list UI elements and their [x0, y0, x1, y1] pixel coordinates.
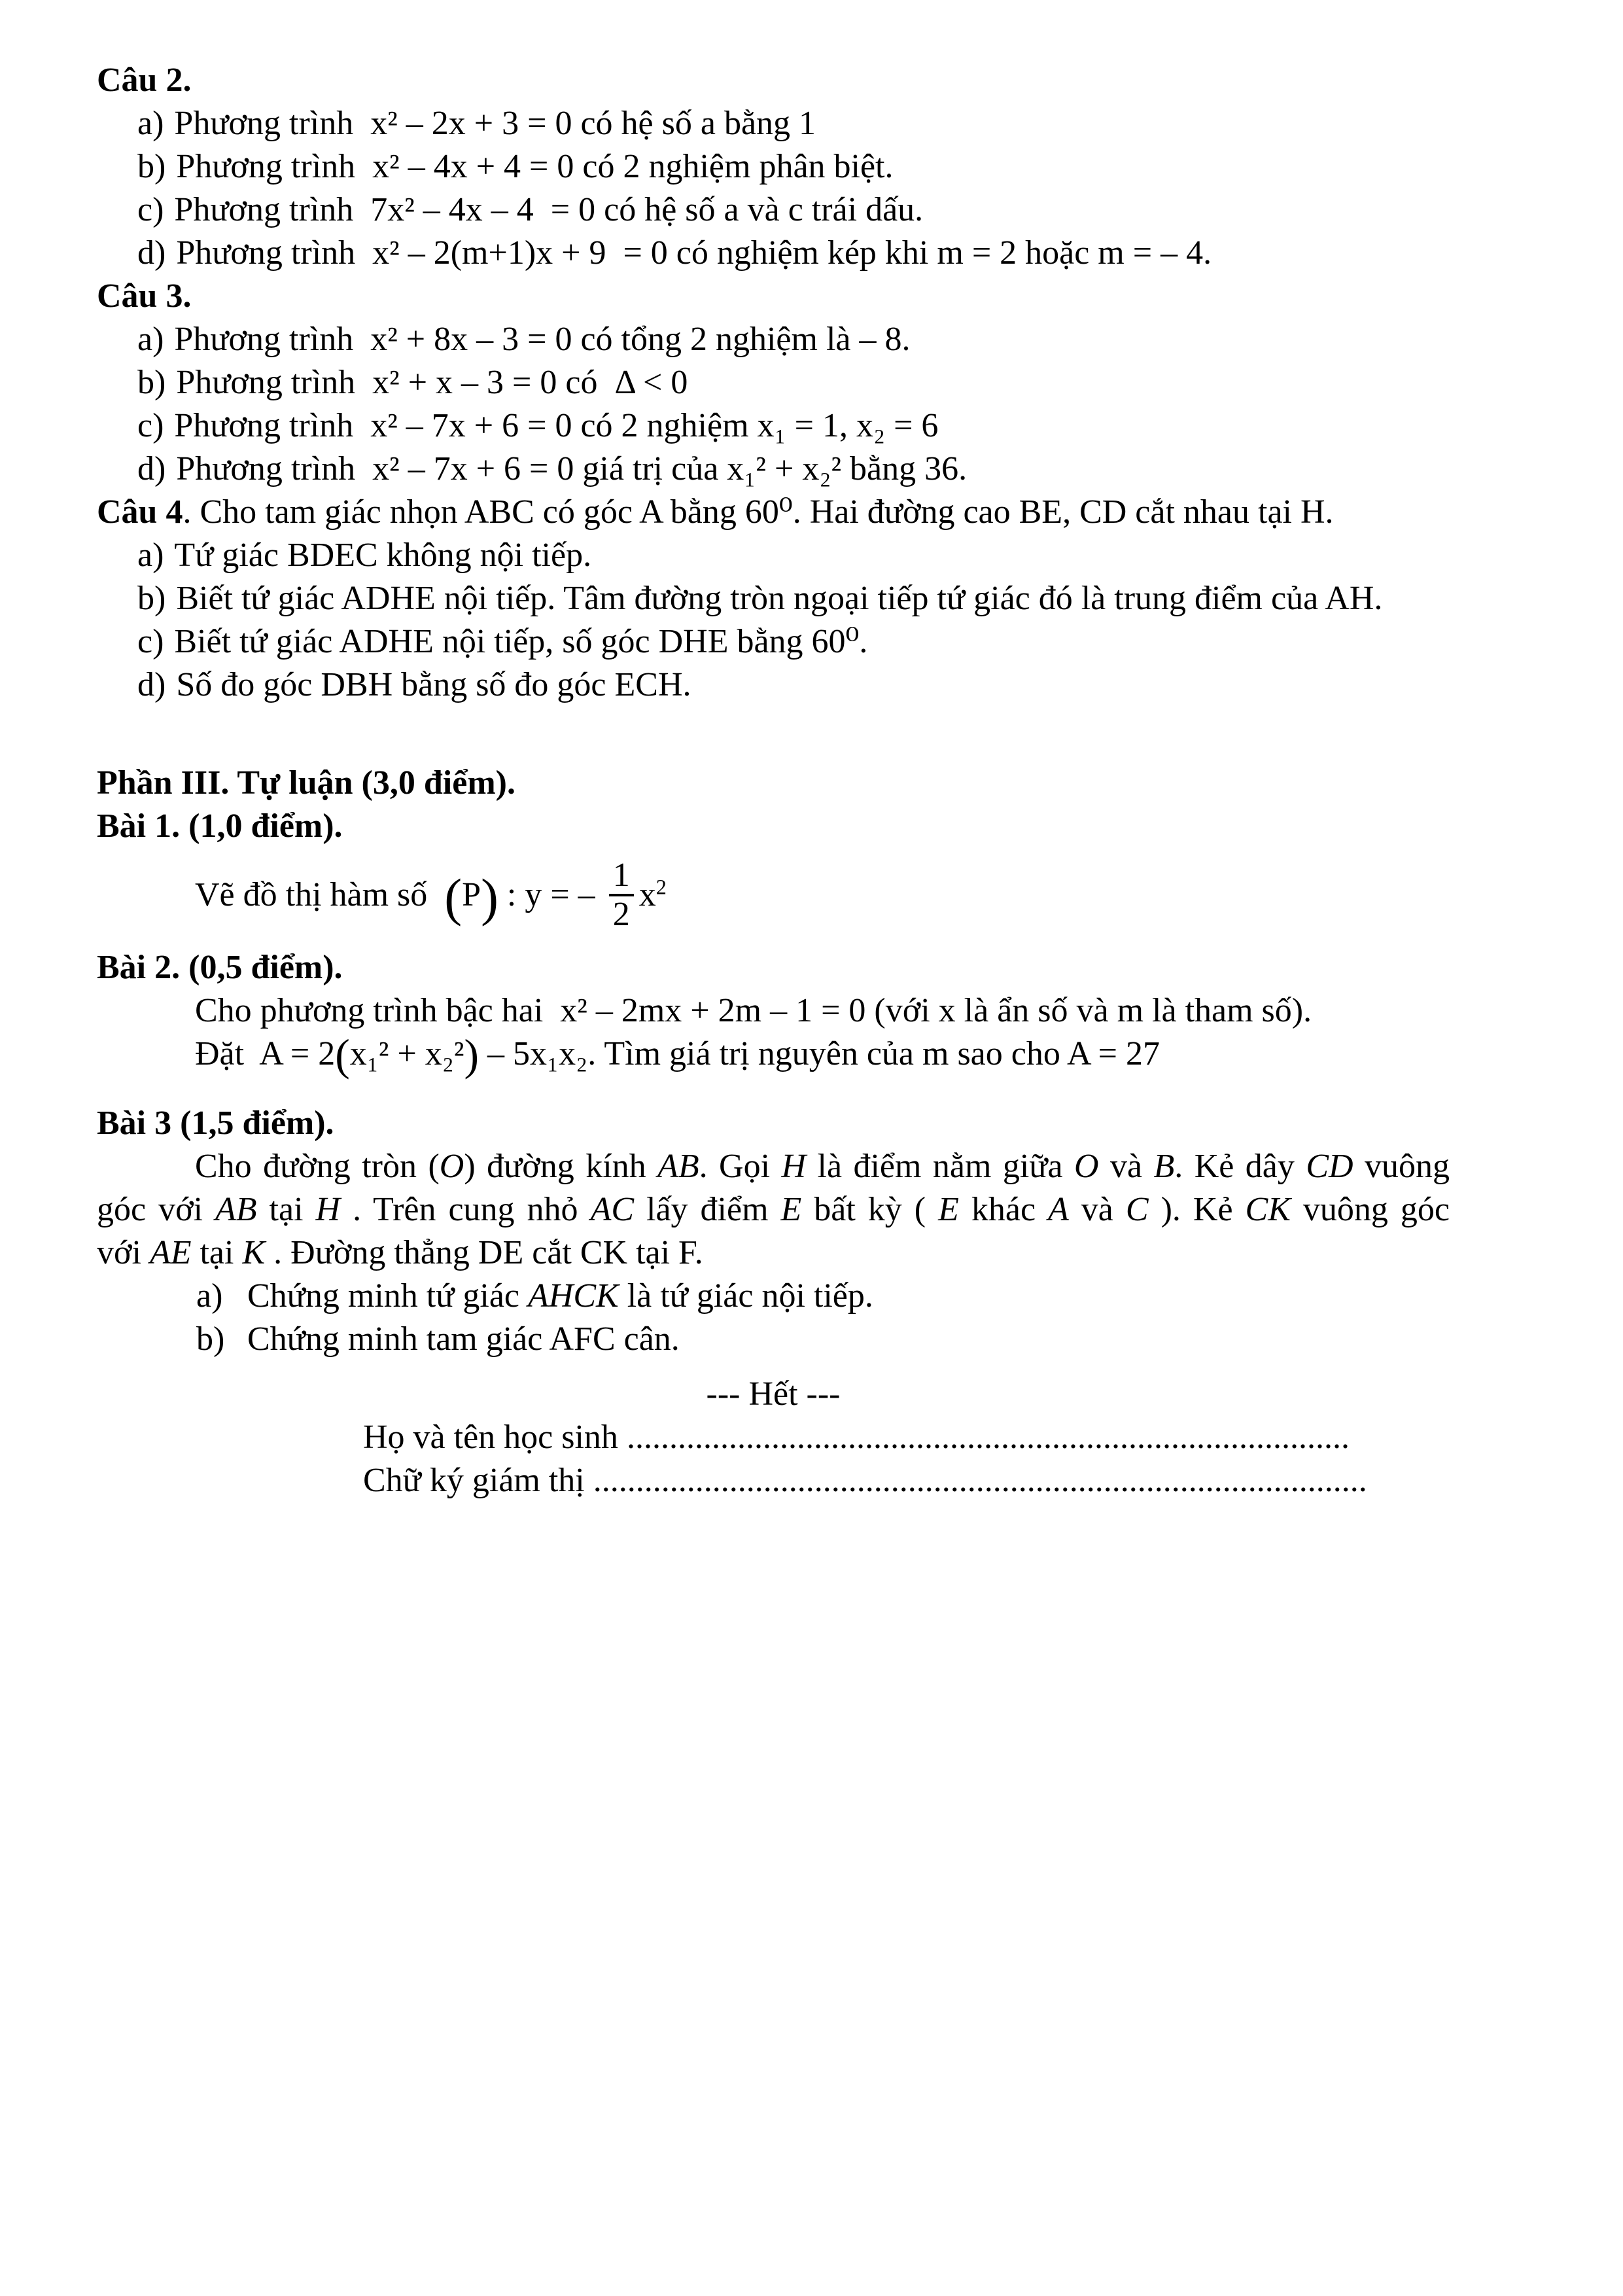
item-text: Tứ giác BDEC không nội tiếp. — [174, 537, 592, 574]
text-segment: bất kỳ ( — [801, 1191, 939, 1229]
text-segment: tại — [256, 1191, 316, 1229]
proctor-signature-line — [363, 1459, 1450, 1502]
item-label: b) — [196, 1320, 225, 1358]
math-variable: AC — [590, 1191, 635, 1229]
bai2-heading: Bài 2. (0,5 điểm). — [97, 949, 343, 987]
cau3-item-a — [97, 318, 1450, 361]
math-variable: AE — [149, 1234, 192, 1272]
cau4-heading: Câu 4 — [97, 493, 183, 531]
math-variable: H — [781, 1148, 807, 1186]
item-text — [247, 1320, 680, 1358]
math-variable: B — [1153, 1148, 1175, 1186]
item-text: Phương trình x² + x – 3 = 0 có Δ < 0 — [176, 364, 688, 401]
text-segment: và — [1098, 1148, 1154, 1186]
math-variable: AB — [657, 1148, 699, 1186]
right-paren: ) — [464, 1031, 480, 1080]
fraction-numerator: 1 — [609, 857, 634, 896]
math-variable: CD — [1306, 1148, 1353, 1186]
item-label: a) — [137, 537, 164, 574]
cau4-item-c — [97, 620, 1450, 663]
math-variable: A — [1048, 1191, 1069, 1229]
item-text: Phương trình 7x² – 4x – 4 = 0 có hệ số a và c trái dấu. — [174, 191, 924, 228]
bai1-heading: Bài 1. (1,0 điểm). — [97, 807, 343, 845]
cau3-item-c — [97, 404, 1450, 448]
student-name-label: Họ và tên học sinh — [363, 1419, 627, 1457]
item-label: b) — [137, 148, 166, 185]
item-text — [247, 1277, 873, 1315]
cau3-item-d — [97, 448, 1450, 491]
dotted-line: ........................................................................................... — [593, 1462, 1367, 1500]
fraction-denominator: 2 — [612, 896, 630, 934]
item-label: d) — [137, 450, 166, 487]
phan3-heading: Phần III. Tự luận (3,0 điểm). — [97, 764, 515, 802]
right-paren: ) — [481, 868, 498, 927]
math-variable: E — [780, 1191, 802, 1229]
item-label: a) — [137, 321, 164, 358]
cau4-intro: . Cho tam giác nhọn ABC có góc A bằng 60⁰. Hai đường cao BE, CD cắt nhau tại H. — [183, 493, 1334, 531]
math-variable: AHCK — [528, 1277, 619, 1315]
math-variable: AB — [215, 1191, 257, 1229]
cau4-item-d — [97, 663, 1450, 707]
cau2-item-b — [97, 145, 1450, 188]
item-label: a) — [137, 105, 164, 142]
cau4-heading-line — [97, 491, 1450, 534]
item-text: Phương trình x² – 7x + 6 = 0 có 2 nghiệm x₁ = 1, x₂ = 6 — [174, 407, 939, 444]
text-segment: . Đường thẳng DE cắt CK tại F. — [265, 1234, 703, 1272]
item-label: b) — [137, 364, 166, 401]
text-segment: Cho đường tròn ( — [195, 1148, 440, 1186]
text-segment: ). Kẻ — [1148, 1191, 1246, 1229]
dotted-line: ..................................................................................... — [626, 1419, 1350, 1457]
math-variable: O — [1074, 1148, 1099, 1186]
bai3-item-b — [97, 1318, 1450, 1361]
item-label: d) — [137, 666, 166, 703]
text-segment: vuông — [1353, 1148, 1450, 1186]
bai2-line2-math-inner: x₁² + x₂² — [349, 1035, 464, 1073]
item-label: d) — [137, 234, 166, 272]
left-paren: ( — [444, 868, 462, 927]
cau2-item-c — [97, 188, 1450, 232]
formula-mid: : y = – — [498, 876, 604, 914]
page-content — [97, 59, 1450, 1502]
text-segment: . Kẻ dây — [1174, 1148, 1306, 1186]
text-segment: . Gọi — [699, 1148, 782, 1186]
proctor-signature-label: Chữ ký giám thị — [363, 1462, 593, 1500]
item-text: Số đo góc DBH bằng số đo góc ECH. — [176, 666, 691, 703]
item-text: Biết tứ giác ADHE nội tiếp, số góc DHE bằng 60⁰. — [174, 623, 868, 660]
text-segment: và — [1068, 1191, 1126, 1229]
math-variable: C — [1125, 1191, 1149, 1229]
cau4-item-b — [97, 577, 1450, 620]
bai2-line2-post: . Tìm giá trị nguyên của m sao cho A = 27 — [587, 1035, 1160, 1073]
bai3-item-a — [97, 1275, 1450, 1318]
bai2-line2-math-a: A = 2 — [259, 1035, 336, 1073]
text-segment: ) đường kính — [464, 1148, 658, 1186]
math-variable: O — [439, 1148, 464, 1186]
text-segment: vuông góc — [1290, 1191, 1450, 1229]
bai2-line1 — [97, 989, 1450, 1033]
bai2-line1-pre: Cho phương trình bậc hai — [195, 992, 561, 1030]
bai1-lead: Vẽ đồ thị hàm số — [195, 876, 445, 914]
bai3-para-line2 — [97, 1188, 1450, 1231]
item-label: a) — [196, 1277, 223, 1315]
item-text: Phương trình x² – 2(m+1)x + 9 = 0 có nghiệm kép khi m = 2 hoặc m = – 4. — [176, 234, 1212, 272]
cau3-item-b — [97, 361, 1450, 404]
cau2-heading: Câu 2. — [97, 62, 192, 99]
left-paren: ( — [335, 1031, 350, 1080]
cau3-heading: Câu 3. — [97, 277, 192, 315]
text-segment: Chứng minh tứ giác — [247, 1277, 528, 1315]
item-text: Phương trình x² – 7x + 6 = 0 giá trị của x₁² + x₂² bằng 36. — [176, 450, 968, 487]
text-segment: với — [97, 1234, 150, 1272]
bai2-line1-math: x² – 2mx + 2m – 1 = 0 — [560, 992, 866, 1030]
formula-exponent: 2 — [655, 875, 667, 899]
math-variable: E — [938, 1191, 959, 1229]
text-segment: là điểm nằm giữa — [806, 1148, 1074, 1186]
fraction — [609, 857, 634, 933]
bai2-line2-pre: Đặt — [195, 1035, 260, 1073]
math-variable: H — [315, 1191, 341, 1229]
text-segment: là tứ giác nội tiếp. — [618, 1277, 873, 1315]
text-segment: Chứng minh tam giác AFC cân. — [247, 1320, 680, 1358]
item-label: b) — [137, 580, 166, 617]
text-segment: khác — [958, 1191, 1049, 1229]
bai2-line1-post: (với x là ẩn số và m là tham số). — [865, 992, 1312, 1030]
item-text: Biết tứ giác ADHE nội tiếp. Tâm đường tròn ngoại tiếp tứ giác đó là trung điểm của AH. — [176, 580, 1383, 617]
cau4-item-a — [97, 534, 1450, 577]
cau2-item-a — [97, 102, 1450, 145]
math-variable: CK — [1245, 1191, 1291, 1229]
item-label: c) — [137, 407, 164, 444]
end-marker: --- Hết --- — [706, 1375, 841, 1413]
bai1-formula-line — [97, 848, 1450, 946]
bai2-line2 — [97, 1031, 1450, 1080]
item-label: c) — [137, 623, 164, 660]
bai3-para-line1 — [97, 1145, 1450, 1188]
text-segment: góc với — [97, 1191, 216, 1229]
item-text: Phương trình x² – 4x + 4 = 0 có 2 nghiệm phân biệt. — [176, 148, 894, 185]
formula-p: P — [462, 876, 481, 914]
text-segment: lấy điểm — [634, 1191, 781, 1229]
item-text: Phương trình x² + 8x – 3 = 0 có tổng 2 nghiệm là – 8. — [174, 321, 911, 358]
math-variable: K — [242, 1234, 266, 1272]
student-name-line — [363, 1416, 1450, 1459]
item-text: Phương trình x² – 2x + 3 = 0 có hệ số a bằng 1 — [174, 105, 816, 142]
bai2-line2-math-b: – 5x₁x₂ — [479, 1035, 588, 1073]
cau2-item-d — [97, 232, 1450, 275]
text-segment: tại — [191, 1234, 243, 1272]
text-segment: . Trên cung nhỏ — [340, 1191, 591, 1229]
bai3-heading: Bài 3 (1,5 điểm). — [97, 1104, 334, 1142]
bai3-para-line3 — [97, 1231, 1450, 1275]
item-label: c) — [137, 191, 164, 228]
formula-base: x — [638, 876, 656, 914]
